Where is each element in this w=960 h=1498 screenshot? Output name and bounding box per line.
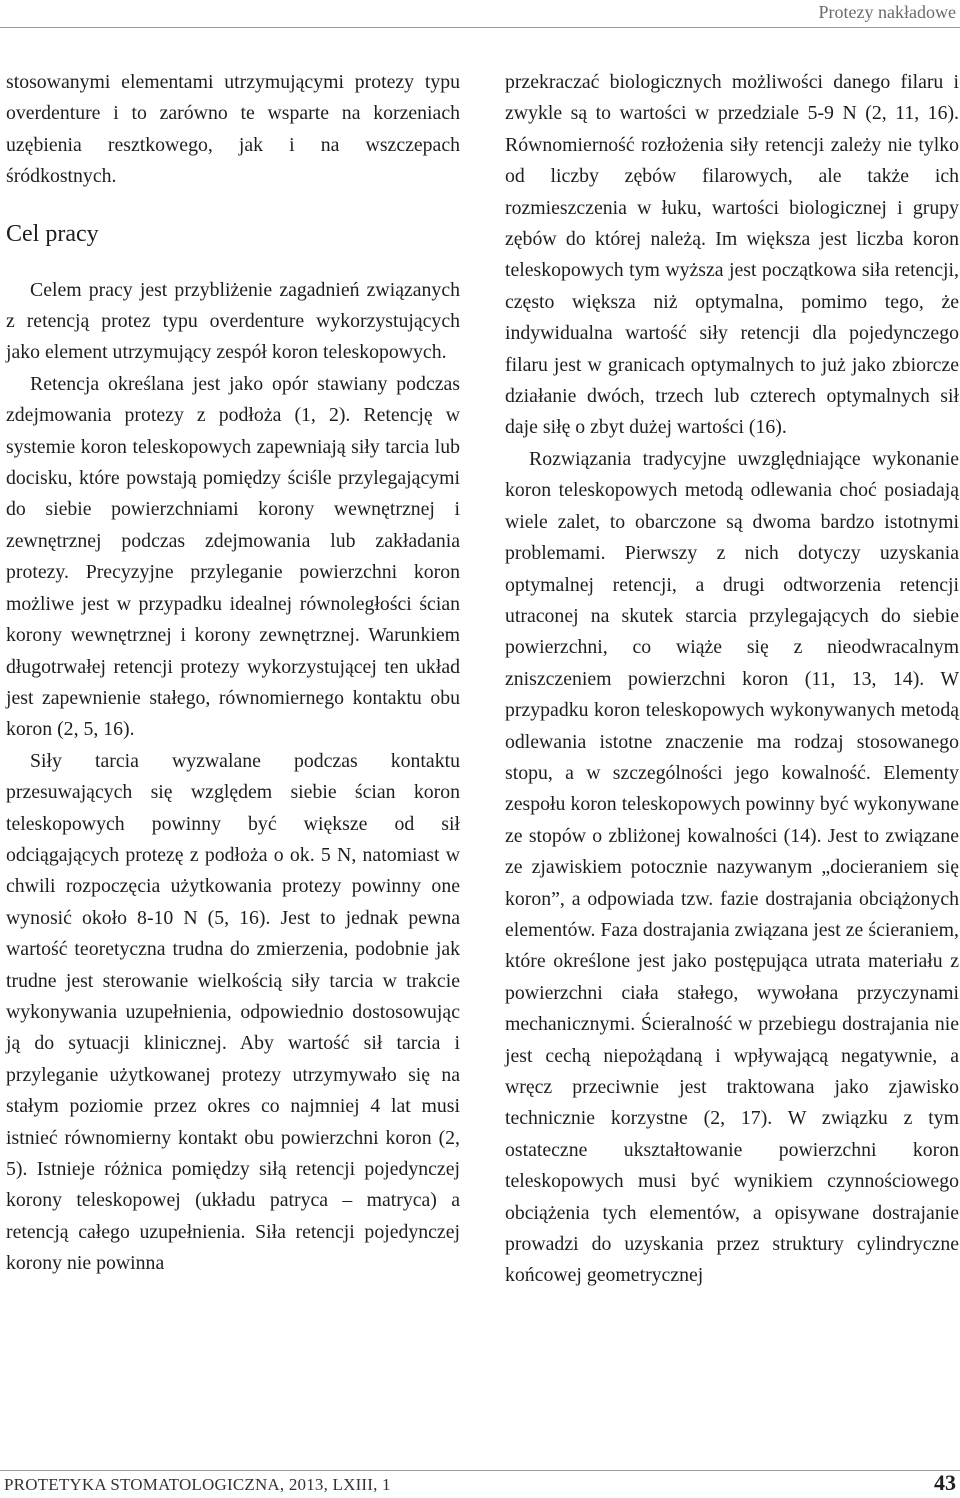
header-rule (0, 27, 960, 28)
running-title: Protezy nakładowe (818, 2, 956, 22)
paragraph-aim: Celem pracy jest przybliżenie zagadnień związanych z retencją protez typu overdenture wykorzystujących jako element utrzymujący zespół koron teleskopowych. (6, 278, 460, 364)
paragraph-traditional-solutions: Rozwiązania tradycyjne uwzględniające wykonanie koron teleskopowych metodą odlewania choć posiadają wiele zalet, to obarczone są dwoma bardzo istotnymi problemami. Pierwszy z nich dotyczy uzyskania optymalnej retencji, a drugi odtworzenia retencji utraconej na skutek starcia przylegających do siebie powierzchni, co wiąże się z nieodwracalnym zniszczeniem powierzchni koron (11, 13, 14). W przypadku koron teleskopowych wykonywanych metodą odlewania istotne znaczenie ma rodzaj stosowanego stopu, a w szczególności jego kowalność. Elementy zespołu koron teleskopowych powinny być wykonywane ze stopów o zbliżonej kowalności (14). Jest to związane ze zjawiskiem potocznie nazywanym „docieraniem się koron”, a odpowiada tzw. fazie dostrajania obciążonych elementów. Faza dostrajania związana jest ze ścieraniem, które określone jest jako postępująca utrata materiału z powierzchni ciała stałego, wywołana przyczynami mechanicznymi. Ścieralność w przebiegu dostrajania nie jest cechą niepożądaną i wpływającą negatywnie, a wręcz przeciwnie jest traktowana jako zjawisko technicznie korzystne (2, 17). W związku z tym ostateczne ukształtowanie powierzchni koron teleskopowych musi być wynikiem czynnościowego obciążenia tych elementów, a opisywane dostrajanie prowadzi do uzyskania przez struktury cylindryczne końcowej geometrycznej (505, 447, 959, 1287)
paragraph-friction-forces: Siły tarcia wyzwalane podczas kontaktu przesuwających się względem siebie ścian koron teleskopowych powinny być większe od sił odciągających protezę z podłoża o ok. 5 N, natomiast w chwili rozpoczęcia użytkowania protezy powinny one wynosić około 8-10 N (5, 16). Jest to jednak pewna wartość teoretyczna trudna do zmierzenia, podobnie jak trudne jest sterowanie wielkością siły tarcia w trakcie wykonywania uzupełnienia, odpowiednio dostosowując ją do sytuacji klinicznej. Aby wartość sił tarcia i przyleganie użytkowanej protezy utrzymywało się na stałym poziomie przez okres co najmniej 4 lat musi istnieć równomierny kontakt obu powierzchni koron (2, 5). Istnieje różnica pomiędzy siłą retencji pojedynczej korony teleskopowej (układu patryca – matryca) a retencją całego uzupełnienia. Siła retencji pojedynczej korony nie powinna (6, 749, 460, 1275)
right-column (505, 67, 959, 1292)
page-number: 43 (934, 1470, 956, 1495)
paragraph-continuation: stosowanymi elementami utrzymującymi protezy typu overdenture i to zarówno te wsparte na korzeniach uzębienia resztkowego, jak i na wszczepach śródkostnych. (6, 71, 460, 188)
paragraph-continuation-right: przekraczać biologicznych możliwości danego filaru i zwykle są to wartości w przedziale 5-9 N (2, 11, 16). Równomierność rozłożenia siły retencji zależy nie tylko od liczby zębów filarowych, ale także ich rozmieszczenia w łuku, wartości biologicznej i grupy zębów do której należą. Im większa jest liczba koron teleskopowych tym wyższa jest początkowa siła retencji, często większa niż optymalna, pomimo tego, że indywidualna wartość siły retencji dla pojedynczego filaru jest w granicach optymalnych to już jako zbiorcze działanie dwóch, trzech lub czterech optymalnych sił daje siłę o zbyt dużej wartości (16). (505, 71, 959, 439)
section-heading: Cel pracy (6, 220, 99, 247)
left-column (6, 67, 460, 1280)
paragraph-retention-definition: Retencja określana jest jako opór stawiany podczas zdejmowania protezy z podłoża (1, 2). Retencję w systemie koron teleskopowych zapewniają siły tarcia lub docisku, które powstają pomiędzy ściśle przylegającymi do siebie powierzchniami korony wewnętrznej i zewnętrznej podczas zdejmowania lub zakładania protezy. Precyzyjne przyleganie powierzchni koron możliwe jest w przypadku idealnej równoległości ścian korony wewnętrznej i korony zewnętrznej. Warunkiem długotrwałej retencji protezy wykorzystującej ten układ jest zapewnienie stałego, równomiernego kontaktu obu koron (2, 5, 16). (6, 372, 460, 741)
footer-rule (0, 1470, 960, 1471)
journal-citation: PROTETYKA STOMATOLOGICZNA, 2013, LXIII, 1 (4, 1475, 391, 1494)
